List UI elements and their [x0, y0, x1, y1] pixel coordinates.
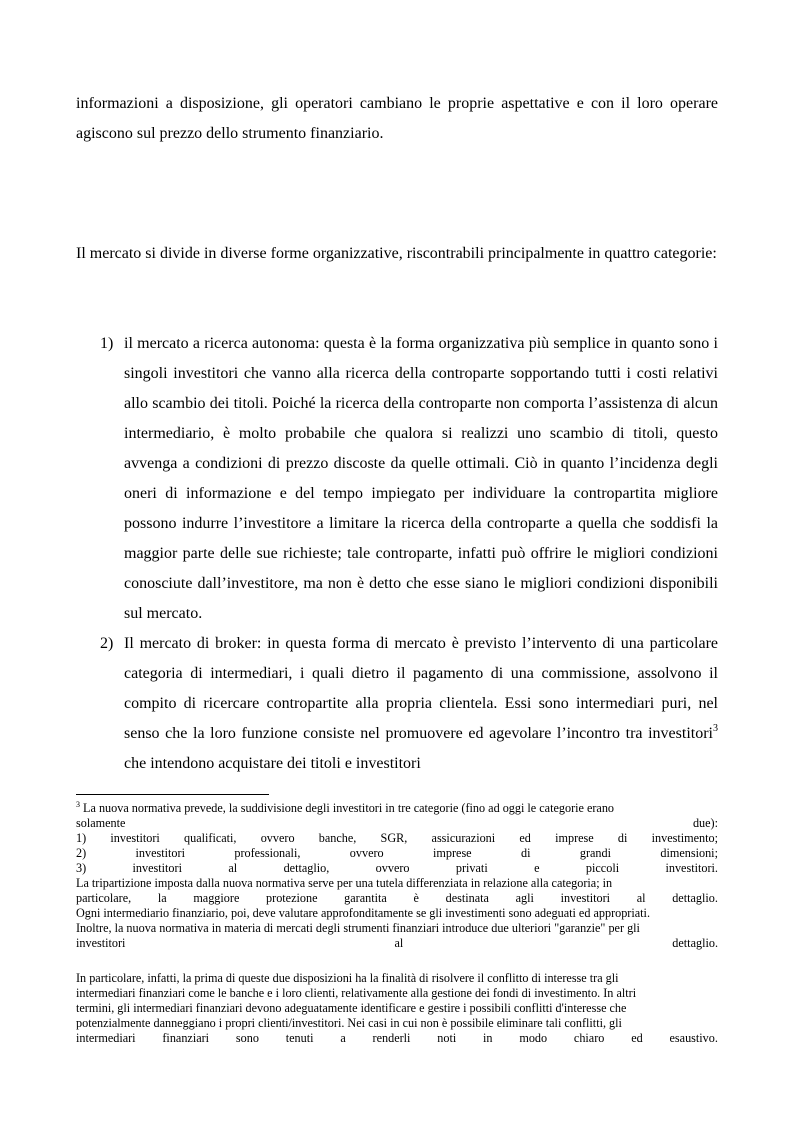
- footnote-word: assicurazioni: [431, 831, 496, 845]
- footnote-word: dettaglio.: [672, 891, 718, 905]
- footnote-word: di: [521, 846, 531, 860]
- list-item: [100, 329, 718, 629]
- footnote-word: modo: [519, 1031, 548, 1045]
- footnote-line: La tripartizione imposta dalla nuova normativa serve per una tutela differenziata in relazione alla categoria; in: [76, 876, 613, 890]
- footnote-word: imprese: [433, 846, 472, 860]
- footnote-word: destinata: [445, 891, 489, 905]
- footnote-word: è: [413, 891, 419, 905]
- footnote-word: dettaglio.: [672, 936, 718, 950]
- list-item-number: 2): [100, 635, 114, 652]
- footnote-word: 2): [76, 846, 87, 860]
- footnote-word: ovvero: [260, 831, 295, 845]
- section-paragraph: Il mercato si divide in diverse forme organizzative, riscontrabili principalmente in quattro categorie:: [76, 245, 717, 262]
- footnote-word: banche,: [318, 831, 357, 845]
- list-item-text-part: che intendono acquistare dei titoli e investitori: [124, 755, 421, 772]
- footnote-word: particolare,: [76, 891, 132, 905]
- footnote-word: chiaro: [573, 1031, 605, 1045]
- list-item: [100, 629, 718, 779]
- footnote-word: al: [636, 891, 646, 905]
- footnote-word: la: [157, 891, 167, 905]
- footnote-word: ed: [631, 1031, 643, 1045]
- list-item-text: [124, 629, 718, 779]
- footnote-word: ed: [519, 831, 531, 845]
- footnote-marker: 3: [76, 800, 80, 809]
- footnote-line: In particolare, infatti, la prima di queste due disposizioni ha la finalità di risolvere il conflitto di interesse tra gli: [76, 971, 619, 985]
- footnote-line: [76, 891, 718, 906]
- footnote-word: e: [534, 861, 540, 875]
- footnote-word: finanziari: [162, 1031, 210, 1045]
- footnote-word: dimensioni;: [660, 846, 718, 860]
- footnote-word: investitori: [110, 831, 160, 845]
- footnote-word: professionali,: [234, 846, 301, 860]
- footnote-word: in: [483, 1031, 493, 1045]
- footnote-line: [76, 831, 718, 846]
- footnote-word: garantita: [344, 891, 387, 905]
- footnote-separator: [76, 794, 269, 795]
- footnote-word: ovvero: [375, 861, 410, 875]
- footnote-line: $^3$ La nuova normativa prevede, la suddivisione degli investitori in tre categorie (fino ad oggi le categorie erano: [76, 800, 615, 815]
- footnote-word: privati: [455, 861, 488, 875]
- footnote-word: di: [617, 831, 628, 845]
- footnote-word: 1): [76, 831, 87, 845]
- list-item-number: 1): [100, 335, 114, 352]
- footnote-word: agli: [515, 891, 534, 905]
- footnote-reference: 3: [713, 723, 718, 734]
- footnote-word: SGR,: [380, 831, 408, 845]
- footnote-word: al: [228, 861, 238, 875]
- footnote-line: [76, 861, 718, 876]
- footnote-line: potenzialmente danneggiano i propri clienti/investitori. Nei casi in cui non è possibile eliminare tali conflitti, gli: [76, 1016, 622, 1030]
- intro-paragraph: informazioni a disposizione, gli operatori cambiano le proprie aspettative e con il loro operare agiscono sul prezzo dello strumento finanziario.: [76, 95, 718, 142]
- footnote-word: tenuti: [285, 1031, 314, 1045]
- footnote-word: intermediari: [76, 1031, 136, 1045]
- footnote-word: investitori: [135, 846, 185, 860]
- footnote-line: Inoltre, la nuova normativa in materia di mercati degli strumenti finanziari introduce due ulteriori "garanzie" per gli: [76, 921, 640, 935]
- footnote-word: 3): [76, 861, 87, 875]
- footnote-word: imprese: [555, 831, 594, 845]
- footnote-word: piccoli: [585, 861, 620, 875]
- footnote-word: protezione: [266, 891, 318, 905]
- footnote-word: investimento;: [651, 831, 718, 845]
- list-item-text-part: Il mercato di broker: in questa forma di mercato è previsto l’intervento di una particolare categoria di intermediari, i quali dietro il pagamento di una commissione, assolvono il compito di ricercare contropartite alla propria clientela. Essi sono intermediari puri, nel senso che la loro funzione consiste nel promuovere ed agevolare l’incontro tra investitori: [124, 635, 718, 742]
- footnote-line: solamente due):: [76, 816, 718, 830]
- list-item-text: il mercato a ricerca autonoma: questa è la forma organizzativa più semplice in quanto sono i singoli investitori che vanno alla ricerca della controparte sopportando tutti i costi relativi allo scambio dei titoli. Poiché la ricerca della controparte non comporta l’assistenza di alcun intermediario, è molto probabile che qualora si realizzi uno scambio di titoli, questo avvenga a condizioni di prezzo discoste da quelle ottimali. Ciò in quanto l’incidenza degli oneri di informazione e del tempo impiegato per individuare la contropartita migliore possono indurre l’investitore a limitare la ricerca della controparte a quella che soddisfi la maggior parte delle sue richieste; tale controparte, infatti può offrire le migliori condizioni conosciute dall’investitore, ma non è detto che esse siano le migliori condizioni disponibili sul mercato.: [124, 335, 718, 622]
- footnote-word: noti: [437, 1031, 457, 1045]
- footnote-word: maggiore: [193, 891, 240, 905]
- footnote-line: [76, 936, 718, 951]
- footnote-line: Ogni intermediario finanziario, poi, deve valutare approfonditamente se gli investimenti sono adeguati ed appropriati.: [76, 906, 650, 920]
- footnote-line: intermediari finanziari come le banche e i loro clienti, relativamente alla gestione dei fondi di investimento. In altri: [76, 986, 637, 1000]
- footnote-word: grandi: [579, 846, 612, 860]
- footnote-line: termini, gli intermediari finanziari devono adeguatamente identificare e gestire i possibili conflitti d'interesse che: [76, 1001, 627, 1015]
- footnote-word: al: [394, 936, 404, 950]
- footnote-word: investitori: [132, 861, 182, 875]
- footnote-word: dettaglio,: [283, 861, 330, 875]
- footnote-word: esaustivo.: [669, 1031, 718, 1045]
- footnote-word: renderli: [372, 1031, 411, 1045]
- footnote-line: [76, 846, 718, 861]
- footnote-word: sono: [235, 1031, 259, 1045]
- footnote-word: investitori.: [665, 861, 718, 875]
- footnote-word: ovvero: [349, 846, 384, 860]
- footnote-continued: [76, 971, 718, 1046]
- footnote-word: qualificati,: [184, 831, 237, 845]
- footnote-line: [76, 1031, 718, 1046]
- footnote-word: a: [340, 1031, 346, 1045]
- footnote: [76, 801, 718, 951]
- footnote-word: investitori: [560, 891, 611, 905]
- footnote-word: investitori: [76, 936, 126, 950]
